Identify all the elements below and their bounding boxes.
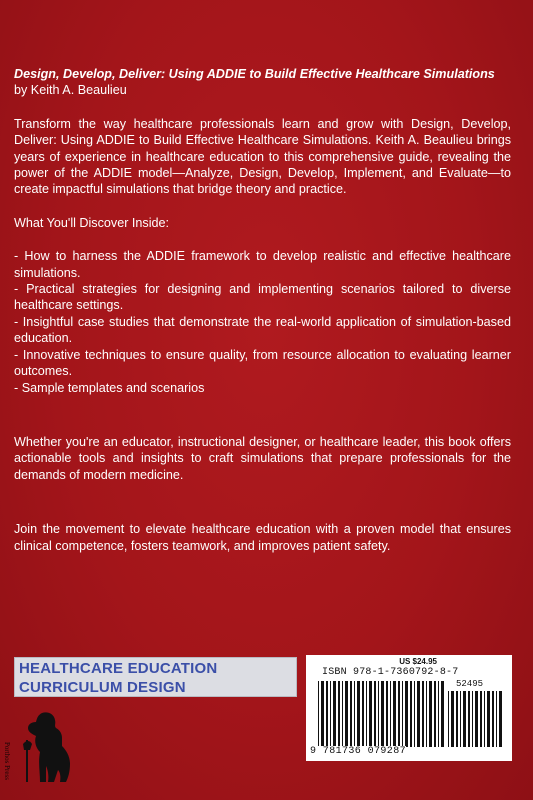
- category-line-1: HEALTHCARE EDUCATION: [19, 660, 218, 677]
- category-line-2: CURRICULUM DESIGN: [19, 679, 186, 696]
- book-title: Design, Develop, Deliver: Using ADDIE to Build Effective Healthcare Simulations: [14, 67, 495, 81]
- ean-number: 9 781736 079287: [310, 746, 407, 757]
- intro-paragraph: Transform the way healthcare professionals learn and grow with Design, Develop, Deliver: Using ADDIE to Build Effective Healthcare Simulations. Keith A. Beaulieu brings years of experience in healthcare education to this comprehensive guide, revealing the power of the ADDIE model—Analyze, Design, Develop, Implement, and Evaluate—to create impactful simulations that bridge theory and practice.: [14, 116, 511, 197]
- addon-number: 52495: [456, 679, 484, 689]
- author-line: by Keith A. Beaulieu: [14, 83, 127, 98]
- category-label: [14, 657, 297, 697]
- price-label: US $24.95: [399, 657, 437, 666]
- audience-paragraph: Whether you're an educator, instructional designer, or healthcare leader, this book offers actionable tools and insights to craft simulations that prepare professionals for the demands of modern medicine.: [14, 434, 511, 482]
- barcode-panel: [306, 655, 512, 761]
- addon-barcode: [448, 691, 504, 751]
- isbn-text: ISBN 978-1-7360792-8-7: [322, 667, 459, 678]
- dog-silhouette-icon: [18, 710, 78, 784]
- list-item: - How to harness the ADDIE framework to develop realistic and effective healthcare simulations.: [14, 249, 511, 280]
- discover-list: [14, 248, 511, 396]
- list-item: - Sample templates and scenarios: [14, 380, 205, 395]
- closing-paragraph: Join the movement to elevate healthcare education with a proven model that ensures clinical competence, fosters teamwork, and improves patient safety.: [14, 522, 511, 553]
- discover-heading: What You'll Discover Inside:: [14, 215, 170, 230]
- ean-barcode: [318, 681, 446, 749]
- publisher-name: Porthos Press: [3, 742, 11, 780]
- list-item: - Innovative techniques to ensure quality, from resource allocation to evaluating learner outcomes.: [14, 347, 511, 379]
- list-item: - Insightful case studies that demonstrate the real-world application of simulation-based education.: [14, 314, 511, 346]
- list-item: - Practical strategies for designing and implementing scenarios tailored to diverse healthcare settings.: [14, 282, 511, 313]
- back-cover-text: [14, 66, 511, 554]
